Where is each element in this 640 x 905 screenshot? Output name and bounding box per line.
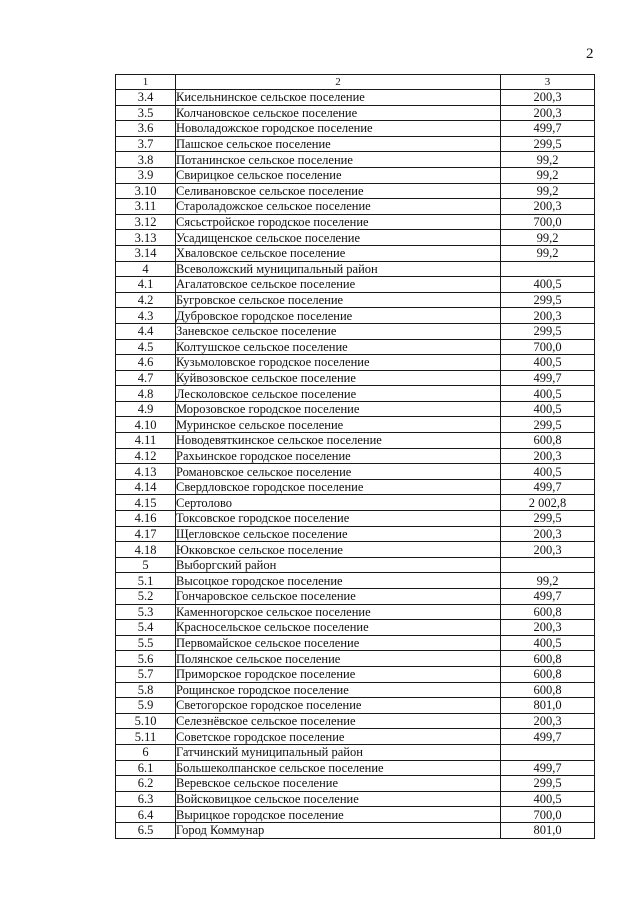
table-row xyxy=(116,167,595,183)
row-number-cell: 5.6 xyxy=(116,651,176,667)
row-number-cell: 6.4 xyxy=(116,807,176,823)
row-name-cell: Новоладожское городское поселение xyxy=(176,121,501,137)
row-value-cell: 600,8 xyxy=(501,604,595,620)
row-name-cell: Новодевяткинское сельское поселение xyxy=(176,433,501,449)
row-name-cell: Бугровское сельское поселение xyxy=(176,292,501,308)
row-number-cell: 5.8 xyxy=(116,682,176,698)
table-row xyxy=(116,339,595,355)
row-number-cell: 5.10 xyxy=(116,713,176,729)
row-name-cell: Большеколпанское сельское поселение xyxy=(176,760,501,776)
row-name-cell: Пашское сельское поселение xyxy=(176,136,501,152)
table-row xyxy=(116,511,595,527)
row-number-cell: 4.5 xyxy=(116,339,176,355)
row-number-cell: 4.3 xyxy=(116,308,176,324)
table-row xyxy=(116,417,595,433)
row-name-cell: Высоцкое городское поселение xyxy=(176,573,501,589)
row-name-cell: Город Коммунар xyxy=(176,822,501,838)
row-value-cell: 200,3 xyxy=(501,199,595,215)
row-name-cell: Кузьмоловское городское поселение xyxy=(176,355,501,371)
row-value-cell: 99,2 xyxy=(501,152,595,168)
row-value-cell: 700,0 xyxy=(501,339,595,355)
row-number-cell: 4 xyxy=(116,261,176,277)
row-value-cell: 99,2 xyxy=(501,183,595,199)
table-row xyxy=(116,822,595,838)
row-number-cell: 5.4 xyxy=(116,620,176,636)
table-row xyxy=(116,682,595,698)
row-number-cell: 4.7 xyxy=(116,370,176,386)
row-name-cell: Щегловское сельское поселение xyxy=(176,526,501,542)
row-number-cell: 3.5 xyxy=(116,105,176,121)
row-value-cell xyxy=(501,557,595,573)
row-value-cell: 700,0 xyxy=(501,214,595,230)
table-row xyxy=(116,604,595,620)
table-row xyxy=(116,620,595,636)
row-name-cell: Колчановское сельское поселение xyxy=(176,105,501,121)
table-row xyxy=(116,152,595,168)
row-value-cell: 400,5 xyxy=(501,401,595,417)
row-value-cell: 299,5 xyxy=(501,776,595,792)
row-value-cell: 200,3 xyxy=(501,90,595,106)
row-name-cell: Юкковское сельское поселение xyxy=(176,542,501,558)
row-value-cell: 299,5 xyxy=(501,417,595,433)
row-value-cell: 499,7 xyxy=(501,479,595,495)
row-value-cell: 400,5 xyxy=(501,791,595,807)
table-row xyxy=(116,557,595,573)
row-number-cell: 4.6 xyxy=(116,355,176,371)
row-name-cell: Всеволожский муниципальный район xyxy=(176,261,501,277)
row-name-cell: Сясьстройское городское поселение xyxy=(176,214,501,230)
table-row xyxy=(116,791,595,807)
row-number-cell: 5.7 xyxy=(116,666,176,682)
row-value-cell: 299,5 xyxy=(501,136,595,152)
row-value-cell: 400,5 xyxy=(501,386,595,402)
row-value-cell: 200,3 xyxy=(501,526,595,542)
row-value-cell xyxy=(501,261,595,277)
row-value-cell: 200,3 xyxy=(501,620,595,636)
table-row xyxy=(116,729,595,745)
row-name-cell: Первомайское сельское поселение xyxy=(176,635,501,651)
row-name-cell: Морозовское городское поселение xyxy=(176,401,501,417)
row-name-cell: Староладожское сельское поселение xyxy=(176,199,501,215)
table-row xyxy=(116,214,595,230)
row-name-cell: Селезнёвское сельское поселение xyxy=(176,713,501,729)
header-col-1: 1 xyxy=(116,75,176,90)
row-value-cell: 200,3 xyxy=(501,713,595,729)
row-name-cell: Колтушское сельское поселение xyxy=(176,339,501,355)
row-number-cell: 6 xyxy=(116,744,176,760)
row-name-cell: Сертолово xyxy=(176,495,501,511)
table-row xyxy=(116,464,595,480)
row-number-cell: 4.18 xyxy=(116,542,176,558)
row-value-cell: 801,0 xyxy=(501,698,595,714)
row-value-cell: 600,8 xyxy=(501,433,595,449)
row-number-cell: 4.8 xyxy=(116,386,176,402)
row-number-cell: 4.2 xyxy=(116,292,176,308)
table-row xyxy=(116,776,595,792)
row-value-cell: 400,5 xyxy=(501,277,595,293)
row-value-cell: 99,2 xyxy=(501,167,595,183)
row-name-cell: Романовское сельское поселение xyxy=(176,464,501,480)
row-value-cell: 600,8 xyxy=(501,666,595,682)
table-row xyxy=(116,261,595,277)
row-number-cell: 4.14 xyxy=(116,479,176,495)
table-row xyxy=(116,199,595,215)
row-name-cell: Заневское сельское поселение xyxy=(176,323,501,339)
row-value-cell: 499,7 xyxy=(501,121,595,137)
table-row xyxy=(116,355,595,371)
row-number-cell: 4.15 xyxy=(116,495,176,511)
table-row xyxy=(116,495,595,511)
row-value-cell: 299,5 xyxy=(501,511,595,527)
row-value-cell: 200,3 xyxy=(501,448,595,464)
row-name-cell: Лесколовское сельское поселение xyxy=(176,386,501,402)
row-number-cell: 3.12 xyxy=(116,214,176,230)
table-row xyxy=(116,105,595,121)
row-value-cell: 400,5 xyxy=(501,635,595,651)
table-row xyxy=(116,183,595,199)
row-value-cell: 99,2 xyxy=(501,245,595,261)
row-value-cell: 499,7 xyxy=(501,760,595,776)
row-value-cell: 299,5 xyxy=(501,292,595,308)
row-number-cell: 4.11 xyxy=(116,433,176,449)
row-value-cell: 600,8 xyxy=(501,651,595,667)
table-row xyxy=(116,635,595,651)
row-name-cell: Куйвозовское сельское поселение xyxy=(176,370,501,386)
row-name-cell: Приморское городское поселение xyxy=(176,666,501,682)
table-row xyxy=(116,744,595,760)
row-name-cell: Веревское сельское поселение xyxy=(176,776,501,792)
row-value-cell: 200,3 xyxy=(501,308,595,324)
row-value-cell: 99,2 xyxy=(501,230,595,246)
row-value-cell: 99,2 xyxy=(501,573,595,589)
header-col-3: 3 xyxy=(501,75,595,90)
table-header-row xyxy=(116,75,595,90)
table-row xyxy=(116,573,595,589)
row-name-cell: Полянское сельское поселение xyxy=(176,651,501,667)
row-number-cell: 4.17 xyxy=(116,526,176,542)
row-number-cell: 4.12 xyxy=(116,448,176,464)
table-row xyxy=(116,589,595,605)
row-name-cell: Светогорское городское поселение xyxy=(176,698,501,714)
row-value-cell: 200,3 xyxy=(501,105,595,121)
table-row xyxy=(116,121,595,137)
row-name-cell: Вырицкое городское поселение xyxy=(176,807,501,823)
row-name-cell: Кисельнинское сельское поселение xyxy=(176,90,501,106)
page-number: 2 xyxy=(586,46,594,62)
row-name-cell: Селивановское сельское поселение xyxy=(176,183,501,199)
row-name-cell: Гатчинский муниципальный район xyxy=(176,744,501,760)
row-name-cell: Советское городское поселение xyxy=(176,729,501,745)
row-number-cell: 3.6 xyxy=(116,121,176,137)
table-row xyxy=(116,245,595,261)
row-value-cell: 299,5 xyxy=(501,323,595,339)
table-row xyxy=(116,479,595,495)
table-row xyxy=(116,542,595,558)
row-name-cell: Выборгский район xyxy=(176,557,501,573)
row-number-cell: 5.1 xyxy=(116,573,176,589)
row-number-cell: 5.11 xyxy=(116,729,176,745)
row-number-cell: 3.8 xyxy=(116,152,176,168)
row-number-cell: 6.5 xyxy=(116,822,176,838)
row-number-cell: 5.2 xyxy=(116,589,176,605)
table-row xyxy=(116,277,595,293)
row-value-cell: 700,0 xyxy=(501,807,595,823)
table-row xyxy=(116,230,595,246)
row-number-cell: 6.1 xyxy=(116,760,176,776)
row-number-cell: 5 xyxy=(116,557,176,573)
table-row xyxy=(116,401,595,417)
row-value-cell: 600,8 xyxy=(501,682,595,698)
row-value-cell: 499,7 xyxy=(501,729,595,745)
table-row xyxy=(116,526,595,542)
row-name-cell: Потанинское сельское поселение xyxy=(176,152,501,168)
table-row xyxy=(116,292,595,308)
row-number-cell: 3.13 xyxy=(116,230,176,246)
row-name-cell: Красносельское сельское поселение xyxy=(176,620,501,636)
row-number-cell: 5.9 xyxy=(116,698,176,714)
row-number-cell: 4.13 xyxy=(116,464,176,480)
row-number-cell: 4.16 xyxy=(116,511,176,527)
row-name-cell: Войсковицкое сельское поселение xyxy=(176,791,501,807)
row-number-cell: 3.4 xyxy=(116,90,176,106)
row-name-cell: Свирицкое сельское поселение xyxy=(176,167,501,183)
row-number-cell: 5.3 xyxy=(116,604,176,620)
row-name-cell: Дубровское городское поселение xyxy=(176,308,501,324)
table-row xyxy=(116,386,595,402)
row-value-cell: 400,5 xyxy=(501,355,595,371)
row-name-cell: Свердловское городское поселение xyxy=(176,479,501,495)
row-number-cell: 3.10 xyxy=(116,183,176,199)
table-row xyxy=(116,448,595,464)
allocation-table xyxy=(115,74,595,839)
table-row xyxy=(116,651,595,667)
row-name-cell: Рощинское городское поселение xyxy=(176,682,501,698)
table-row xyxy=(116,136,595,152)
header-col-2: 2 xyxy=(176,75,501,90)
table-row xyxy=(116,370,595,386)
table-row xyxy=(116,666,595,682)
row-name-cell: Усадищенское сельское поселение xyxy=(176,230,501,246)
row-name-cell: Рахьинское городское поселение xyxy=(176,448,501,464)
table-row xyxy=(116,698,595,714)
row-number-cell: 3.7 xyxy=(116,136,176,152)
row-value-cell: 200,3 xyxy=(501,542,595,558)
row-number-cell: 4.1 xyxy=(116,277,176,293)
row-number-cell: 3.9 xyxy=(116,167,176,183)
table-row xyxy=(116,90,595,106)
row-value-cell: 400,5 xyxy=(501,464,595,480)
row-name-cell: Муринское сельское поселение xyxy=(176,417,501,433)
row-value-cell xyxy=(501,744,595,760)
table-row xyxy=(116,433,595,449)
table-row xyxy=(116,807,595,823)
row-name-cell: Хваловское сельское поселение xyxy=(176,245,501,261)
row-number-cell: 3.14 xyxy=(116,245,176,261)
row-number-cell: 6.3 xyxy=(116,791,176,807)
row-value-cell: 2 002,8 xyxy=(501,495,595,511)
row-name-cell: Гончаровское сельское поселение xyxy=(176,589,501,605)
row-name-cell: Токсовское городское поселение xyxy=(176,511,501,527)
row-number-cell: 3.11 xyxy=(116,199,176,215)
row-number-cell: 5.5 xyxy=(116,635,176,651)
row-value-cell: 499,7 xyxy=(501,589,595,605)
row-value-cell: 801,0 xyxy=(501,822,595,838)
table-body xyxy=(116,75,595,839)
table-row xyxy=(116,308,595,324)
row-name-cell: Агалатовское сельское поселение xyxy=(176,277,501,293)
row-number-cell: 4.9 xyxy=(116,401,176,417)
row-value-cell: 499,7 xyxy=(501,370,595,386)
row-number-cell: 4.4 xyxy=(116,323,176,339)
row-number-cell: 4.10 xyxy=(116,417,176,433)
row-number-cell: 6.2 xyxy=(116,776,176,792)
table-row xyxy=(116,760,595,776)
table-row xyxy=(116,323,595,339)
row-name-cell: Каменногорское сельское поселение xyxy=(176,604,501,620)
table-row xyxy=(116,713,595,729)
